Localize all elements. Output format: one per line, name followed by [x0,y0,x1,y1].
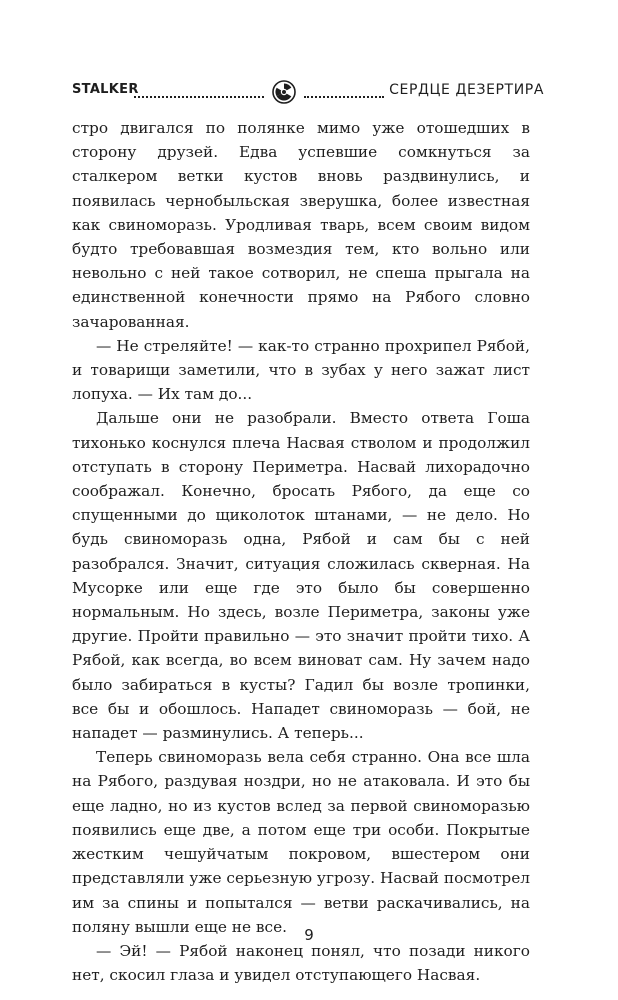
page-number: 9 [304,926,314,944]
series-title: STALKER [72,82,139,97]
book-title: СЕРДЦЕ ДЕЗЕРТИРА [389,82,544,98]
header-dotted-rule-right [304,96,384,98]
paragraph: Дальше они не разобрали. Вместо ответа Гоша тихонько коснулся плеча Насвая стволом и продолжил отступать в сторону Периметра. Насвай лихорадочно соображал. Конечно, бросать Рябого, да еще со спущенными до щиколоток штанами, — не дело. Но будь свиноморазь одна, Рябой и сам бы с ней разобрался. Значит, ситуация сложилась скверная. На Мусорке или еще где это было бы совершенно нормальным. Но здесь, возле Периметра, законы уже другие. Пройти правильно — это значит пройти тихо. А Рябой, как всегда, во всем виноват сам. Ну зачем надо было забираться в кусты? Гадил бы возле тропинки, все бы и обошлось. Нападет свиноморазь — бой, не нападет — разминулись. А теперь... [72,409,530,743]
header-dotted-rule-left [134,96,264,98]
page-body-text [72,116,530,987]
running-header [72,80,544,104]
paragraph: — Эй! — Рябой наконец понял, что позади никого нет, скосил глаза и увидел отступающего Насвая. [72,941,530,985]
paragraph: Теперь свиноморазь вела себя странно. Она все шла на Рябого, раздувая ноздри, но не атаковала. И это бы еще ладно, но из кустов вслед за первой свиноморазью появились еще две, а потом еще три особи. Покрытые жестким чешуйчатым покровом, вшестером они представляли уже серьезную угрозу. Насвай посмотрел им за спины и попытался — ветви раскачивались, на поляну вышли еще не все. [72,748,530,936]
paragraph: — Не стреляйте! — как-то странно прохрипел Рябой, и товарищи заметили, что в зубах у него зажат лист лопуха. — Их там до... [72,336,530,404]
radiation-icon [272,80,296,104]
paragraph: стро двигался по полянке мимо уже отошедших в сторону друзей. Едва успевшие сомкнуться за сталкером ветки кустов вновь раздвинулись, и появилась чернобыльская зверушка, более известная как свиноморазь. Уродливая тварь, всем своим видом будто требовавшая возмездия тем, кто вольно или невольно с ней такое сотворил, не спеша прыгала на единственной конечности прямо на Рябого словно зачарованная. [72,119,530,331]
